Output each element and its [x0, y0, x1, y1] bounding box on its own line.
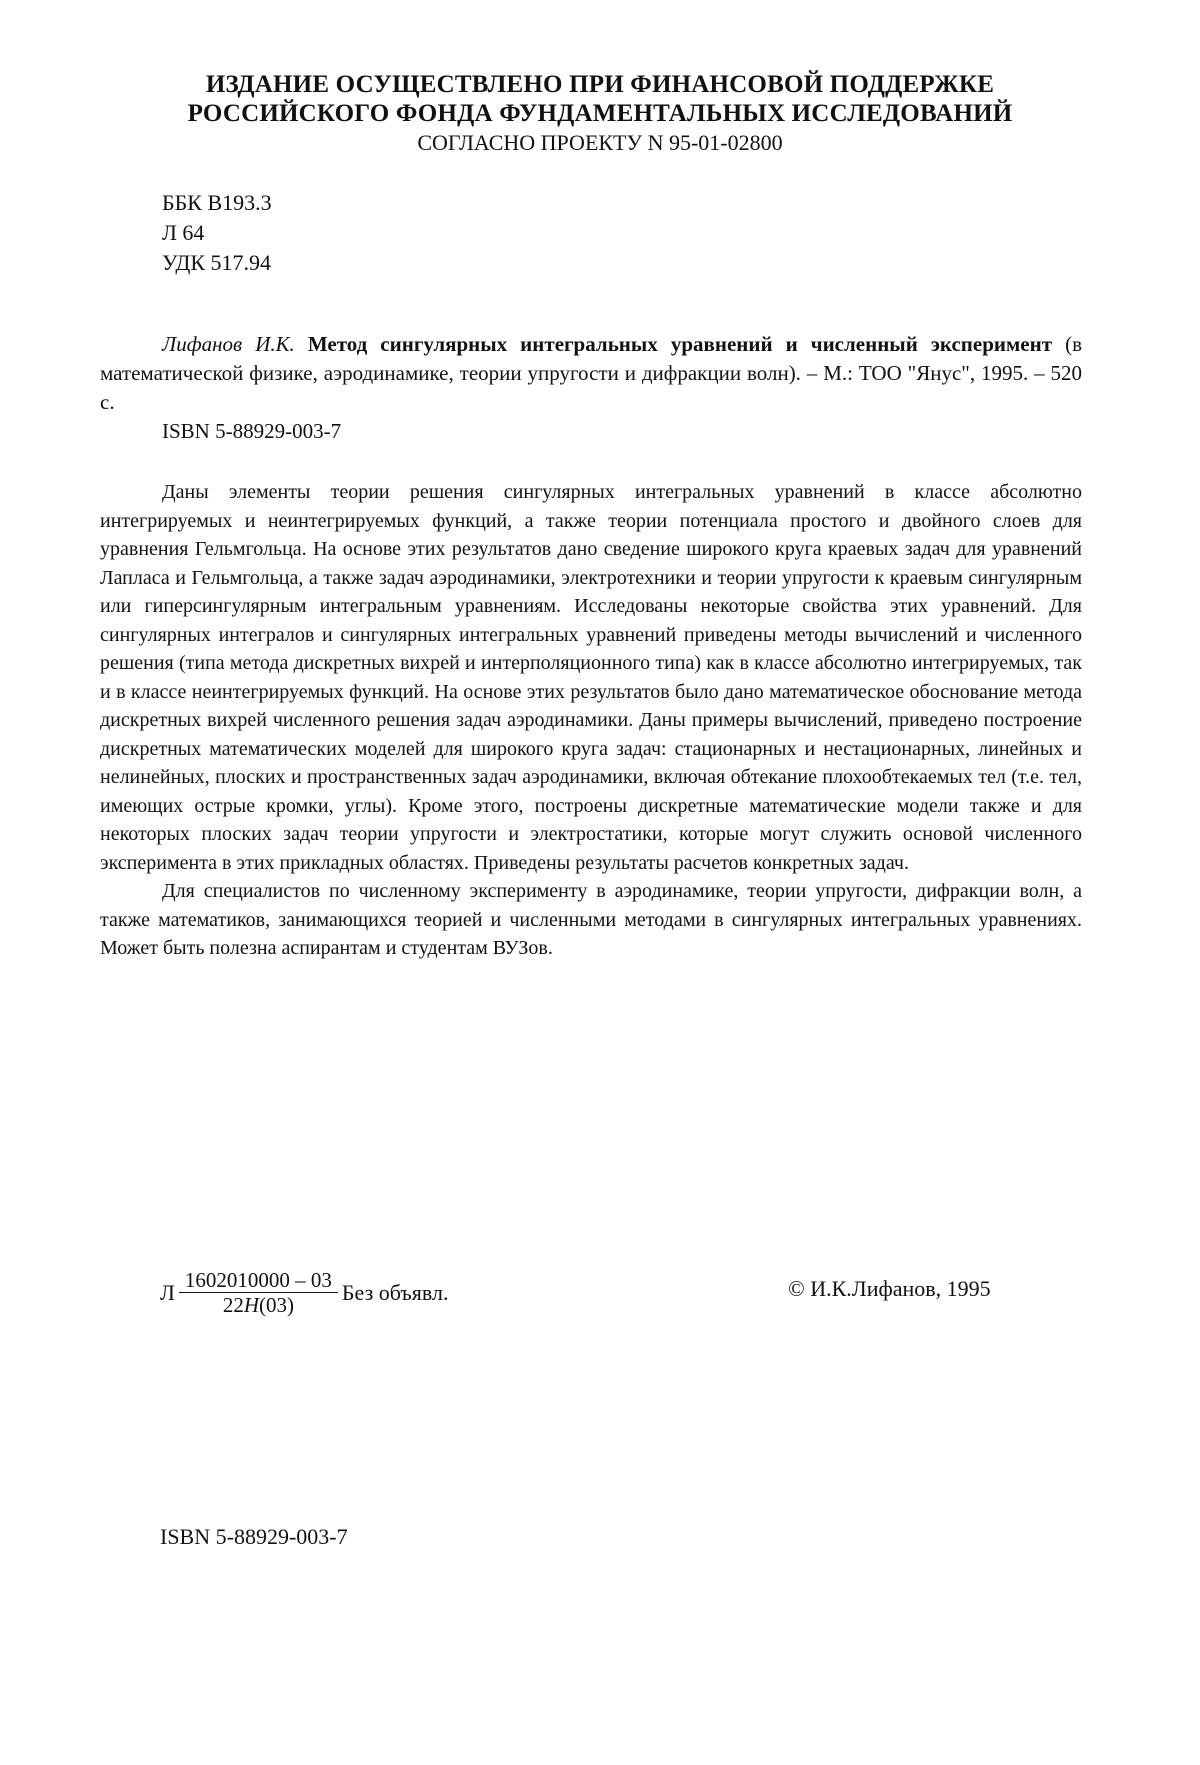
abstract-paragraph-1: Даны элементы теории решения сингулярных интегральных уравнений в классе абсолютно интегрируемых и неинтегрируемых функций, а также теории потенциала простого и двойного слоев для уравнения Гельмгольца. На основе этих результатов дано сведение широкого круга краевых задач для уравнений Лапласа и Гельмгольца, а также задач аэродинамики, электротехники и теории упругости к краевым сингулярным или гиперсингулярным интегральным уравнениям. Исследованы некоторые свойства этих уравнений. Для сингулярных интегралов и сингулярных интегральных уравнений приведены методы вычислений и численного решения (типа метода дискретных вихрей и интерполяционного типа) как в классе абсолютно интегрируемых, так и в классе неинтегрируемых функций. На основе этих результатов было дано математическое обоснование метода дискретных вихрей численного решения задач аэродинамики. Даны примеры вычислений, приведено построение дискретных математических моделей для широкого круга задач: стационарных и нестационарных, линейных и нелинейных, плоских и пространственных задач аэродинамики, включая обтекание плохообтекаемых тел (т.е. тел, имеющих острые кромки, углы). Кроме этого, построены дискретные математические модели также и для некоторых плоских задач теории упругости и электростатики, которые могут служить основой численного эксперимента в этих прикладных областях. Приведены результаты расчетов конкретных задач. — [100, 481, 1082, 874]
funding-header — [100, 70, 1100, 157]
denominator-letter: Н — [243, 1293, 259, 1317]
bibliographic-record — [100, 330, 1082, 446]
bbk-code: ББК В193.3 — [162, 190, 272, 215]
publication-details: (в математической физике, аэродинамике, теории упругости и дифракции волн). – М.: ТОО "Янус", 1995. – 520 с. — [100, 332, 1082, 414]
publishing-index — [160, 1268, 449, 1317]
funding-line-1: ИЗДАНИЕ ОСУЩЕСТВЛЕНО ПРИ ФИНАНСОВОЙ ПОДДЕРЖКЕ — [205, 71, 995, 98]
udk-code: УДК 517.94 — [162, 250, 272, 275]
no-announcement-note: Без объявл. — [341, 1279, 449, 1305]
isbn-bottom: ISBN 5-88929-003-7 — [160, 1524, 348, 1549]
index-prefix: Л — [160, 1279, 175, 1305]
author-name: Лифанов И.К. — [162, 332, 295, 356]
denominator-number: 22 — [222, 1293, 244, 1317]
funding-project-line: СОГЛАСНО ПРОЕКТУ N 95-01-02800 — [417, 130, 783, 155]
abstract — [100, 478, 1082, 963]
classification-codes — [162, 188, 272, 278]
abstract-paragraph-2: Для специалистов по численному эксперименту в аэродинамике, теории упругости, дифракции волн, а также математиков, занимающихся теорией и численными методами в сингулярных интегральных уравнениях. Может быть полезна аспирантам и студентам ВУЗов. — [100, 880, 1082, 959]
index-numerator: 1602010000 – 03 — [179, 1268, 338, 1293]
index-fraction — [179, 1268, 338, 1317]
index-denominator — [223, 1293, 294, 1317]
book-title: Метод сингулярных интегральных уравнений и численный эксперимент — [307, 332, 1053, 356]
isbn-record: ISBN 5-88929-003-7 — [162, 419, 342, 443]
denominator-suffix: (03) — [259, 1293, 294, 1317]
funding-line-2: РОССИЙСКОГО ФОНДА ФУНДАМЕНТАЛЬНЫХ ИССЛЕДОВАНИЙ — [187, 100, 1013, 127]
copyright-notice: © И.К.Лифанов, 1995 — [788, 1276, 991, 1301]
bibliographic-description — [100, 330, 1082, 417]
author-mark: Л 64 — [162, 220, 205, 245]
